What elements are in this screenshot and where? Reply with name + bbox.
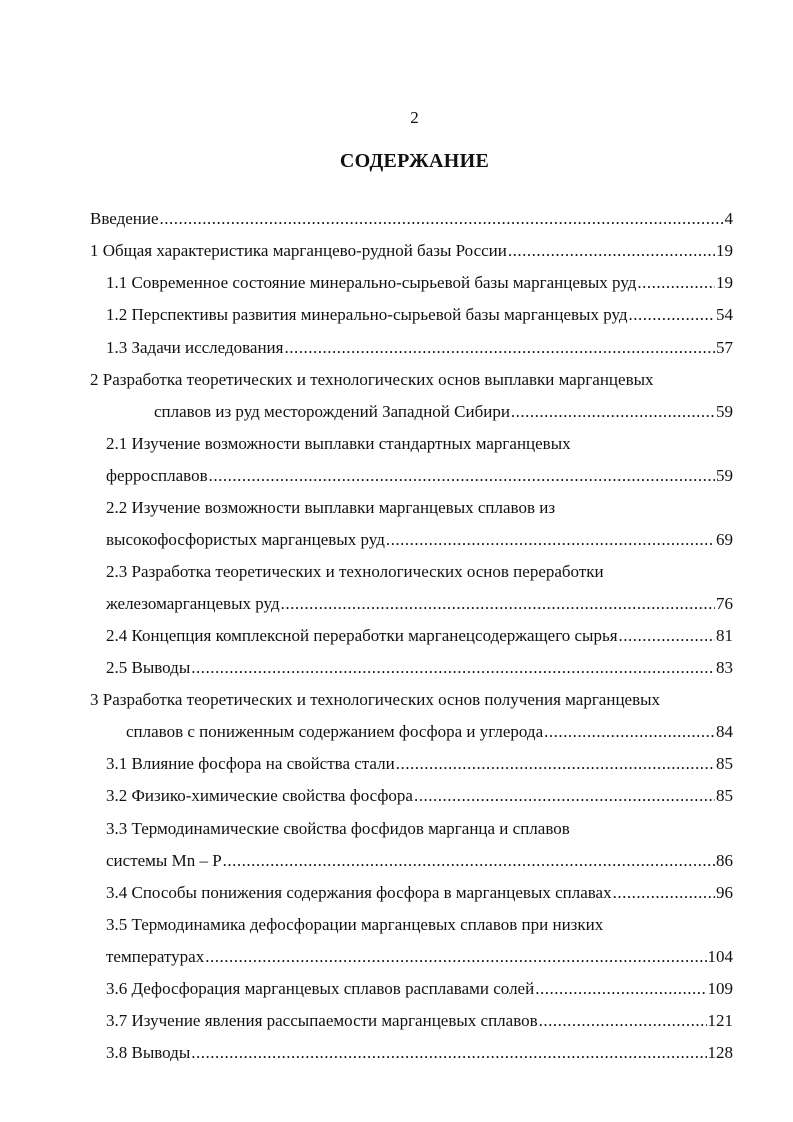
toc-entry-text: 2.4 Концепция комплексной переработки марганецсодержащего сырья <box>106 626 618 645</box>
toc-entry-chapter-1[interactable] <box>90 236 733 266</box>
toc-entry-text: сплавов с пониженным содержанием фосфора и углерода <box>126 722 544 741</box>
leader-dots <box>629 300 715 330</box>
leader-dots <box>511 397 715 427</box>
toc-entry-page: 86 <box>716 851 733 870</box>
leader-dots <box>539 1006 707 1036</box>
toc-entry-page: 83 <box>716 658 733 677</box>
toc-entry-text: 1.1 Современное состояние минерально-сырьевой базы марганцевых руд <box>106 273 637 292</box>
leader-dots <box>535 974 706 1004</box>
toc-entry-page: 4 <box>724 209 733 228</box>
toc-entry-section-3-1[interactable] <box>106 749 733 779</box>
toc-entry-page: 84 <box>716 722 733 741</box>
toc-entry-page: 54 <box>716 305 733 324</box>
leader-dots <box>414 781 715 811</box>
page-title: СОДЕРЖАНИЕ <box>339 150 490 172</box>
toc-entry-text: ферросплавов <box>106 466 208 485</box>
toc-entry-section-3-5-line-2[interactable] <box>106 942 733 972</box>
toc-entry-page: 76 <box>716 594 733 613</box>
toc-entry-chapter-2-line-1[interactable]: 2 Разработка теоретических и технологических основ выплавки марганцевых <box>90 370 654 389</box>
toc-entry-text: системы Mn – P <box>106 851 222 870</box>
leader-dots <box>160 204 724 234</box>
toc-entry-section-3-5-line-1[interactable]: 3.5 Термодинамика дефосфорации марганцевых сплавов при низких <box>106 915 604 934</box>
toc-entry-text: железомарганцевых руд <box>106 594 280 613</box>
toc-entry-section-2-1-line-1[interactable]: 2.1 Изучение возможности выплавки стандартных марганцевых <box>106 434 571 453</box>
toc-entry-text: 3.6 Дефосфорация марганцевых сплавов расплавами солей <box>106 979 535 998</box>
toc-entry-section-2-4[interactable] <box>106 621 733 651</box>
toc-entry-page: 85 <box>716 786 733 805</box>
leader-dots <box>637 268 715 298</box>
toc-entry-text: 1 Общая характеристика марганцево-рудной базы России <box>90 241 507 260</box>
toc-entry-section-3-7[interactable] <box>106 1006 733 1036</box>
toc-entry-page: 69 <box>716 530 733 549</box>
toc-entry-section-3-8[interactable] <box>106 1038 733 1068</box>
toc-entry-text: 3.2 Физико-химические свойства фосфора <box>106 786 413 805</box>
toc-entry-section-2-5[interactable] <box>106 653 733 683</box>
toc-entry-page: 19 <box>716 273 733 292</box>
toc-entry-section-2-2-line-1[interactable]: 2.2 Изучение возможности выплавки марганцевых сплавов из <box>106 498 556 517</box>
toc-entry-intro[interactable] <box>90 204 733 234</box>
toc-entry-text: 3.7 Изучение явления рассыпаемости марганцевых сплавов <box>106 1011 538 1030</box>
page-number: 2 <box>410 108 419 127</box>
toc-entry-page: 96 <box>716 883 733 902</box>
leader-dots <box>386 525 715 555</box>
toc-entry-text: 3.8 Выводы <box>106 1043 191 1062</box>
toc-entry-section-2-3-line-2[interactable] <box>106 589 733 619</box>
toc-entry-page: 85 <box>716 754 733 773</box>
toc-entry-page: 59 <box>716 402 733 421</box>
leader-dots <box>209 461 715 491</box>
toc-entry-section-1-1[interactable] <box>106 268 733 298</box>
toc-entry-page: 57 <box>716 338 733 357</box>
leader-dots <box>508 236 715 266</box>
toc-entry-section-2-1-line-2[interactable] <box>106 461 733 491</box>
toc-entry-text: Введение <box>90 209 159 228</box>
leader-dots <box>284 333 715 363</box>
toc-entry-section-3-3-line-1[interactable]: 3.3 Термодинамические свойства фосфидов марганца и сплавов <box>106 819 570 838</box>
toc-entry-page: 121 <box>707 1011 733 1030</box>
leader-dots <box>191 653 715 683</box>
toc-entry-page: 81 <box>716 626 733 645</box>
toc-entry-page: 104 <box>707 947 733 966</box>
leader-dots <box>191 1038 706 1068</box>
toc-entry-section-2-2-line-2[interactable] <box>106 525 733 555</box>
toc-entry-text: высокофосфористых марганцевых руд <box>106 530 385 549</box>
toc-entry-text: сплавов из руд месторождений Западной Сибири <box>154 402 510 421</box>
toc-entry-section-3-2[interactable] <box>106 781 733 811</box>
toc-entry-page: 109 <box>707 979 733 998</box>
toc-entry-text: 1.2 Перспективы развития минерально-сырьевой базы марганцевых руд <box>106 305 628 324</box>
toc-entry-text: 3.4 Способы понижения содержания фосфора в марганцевых сплавах <box>106 883 612 902</box>
toc-entry-chapter-3-line-1[interactable]: 3 Разработка теоретических и технологических основ получения марганцевых <box>90 690 661 709</box>
leader-dots <box>223 846 715 876</box>
toc-entry-chapter-2-line-2[interactable] <box>154 397 733 427</box>
leader-dots <box>281 589 715 619</box>
toc-entry-text: 2.5 Выводы <box>106 658 191 677</box>
toc-entry-section-2-3-line-1[interactable]: 2.3 Разработка теоретических и технологических основ переработки <box>106 562 604 581</box>
toc-entry-section-3-4[interactable] <box>106 878 733 908</box>
toc-entry-text: 1.3 Задачи исследования <box>106 338 284 357</box>
leader-dots <box>205 942 706 972</box>
toc-entry-page: 128 <box>707 1043 733 1062</box>
leader-dots <box>544 717 715 747</box>
toc-entry-text: температурах <box>106 947 205 966</box>
toc-entry-text: 3.1 Влияние фосфора на свойства стали <box>106 754 395 773</box>
toc-entry-page: 59 <box>716 466 733 485</box>
leader-dots <box>619 621 715 651</box>
toc-entry-section-1-3[interactable] <box>106 333 733 363</box>
leader-dots <box>613 878 715 908</box>
toc-entry-section-1-2[interactable] <box>106 300 733 330</box>
toc-entry-section-3-6[interactable] <box>106 974 733 1004</box>
toc-entry-section-3-3-line-2[interactable] <box>106 846 733 876</box>
leader-dots <box>396 749 715 779</box>
toc-entry-chapter-3-line-2[interactable] <box>126 717 733 747</box>
toc-entry-page: 19 <box>716 241 733 260</box>
